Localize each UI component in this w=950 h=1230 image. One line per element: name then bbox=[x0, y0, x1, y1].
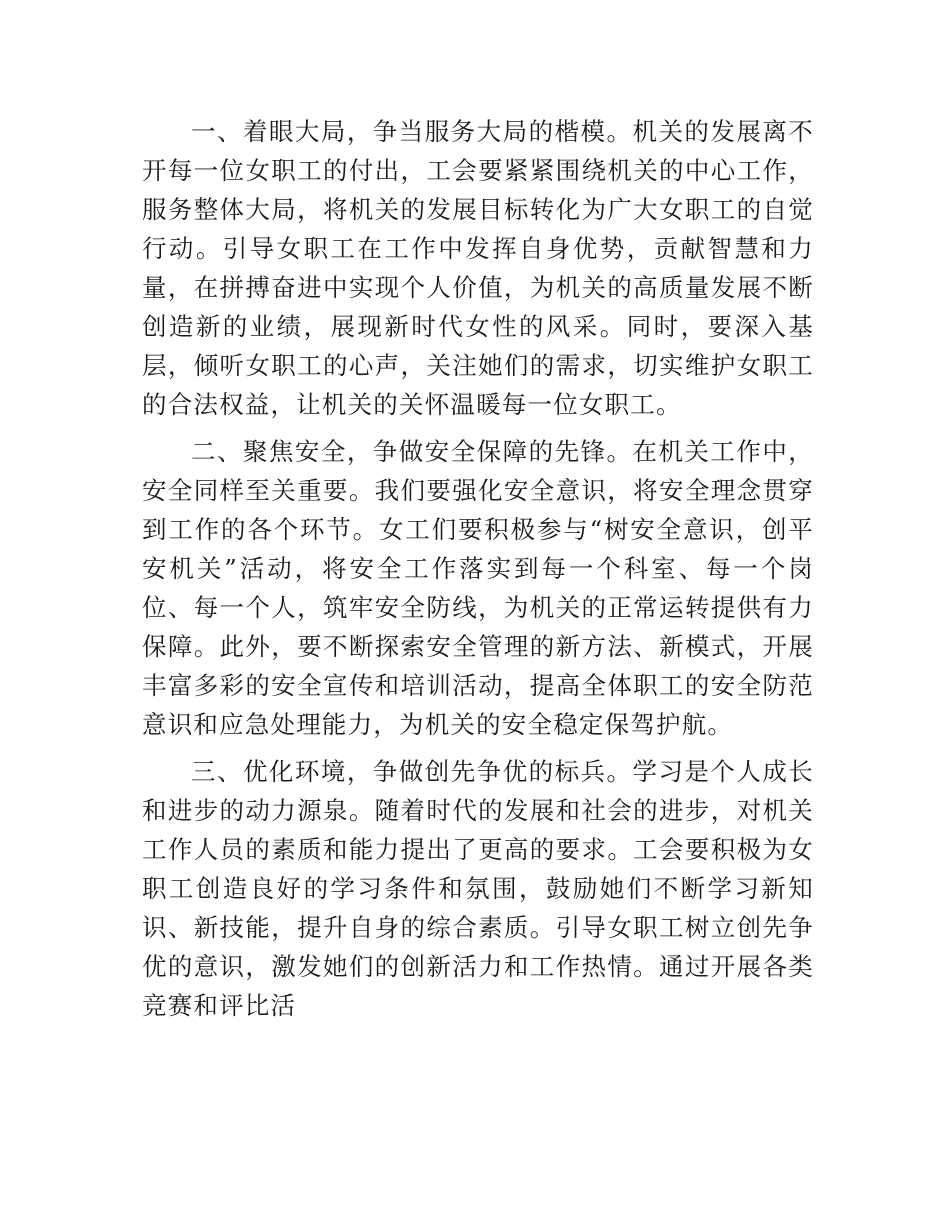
paragraph-serve-overall-situation: 一、着眼大局，争当服务大局的楷模。机关的发展离不开每一位女职工的付出，工会要紧紧围绕机关的中心工作，服务整体大局，将机关的发展目标转化为广大女职工的自觉行动。引导女职工在工作中发挥自身优势，贡献智慧和力量，在拼搏奋进中实现个人价值，为机关的高质量发展不断创造新的业绩，展现新时代女性的风采。同时，要深入基层，倾听女职工的心声，关注她们的需求，切实维护女职工的合法权益，让机关的关怀温暖每一位女职工。 bbox=[142, 117, 814, 419]
paragraph-focus-on-safety: 二、聚焦安全，争做安全保障的先锋。在机关工作中，安全同样至关重要。我们要强化安全意识，将安全理念贯穿到工作的各个环节。女工们要积极参与“树安全意识，创平安机关”活动，将安全工作落实到每一个科室、每一个岗位、每一个人，筑牢安全防线，为机关的正常运转提供有力保障。此外，要不断探索安全管理的新方法、新模式，开展丰富多彩的安全宣传和培训活动，提高全体职工的安全防范意识和应急处理能力，为机关的安全稳定保驾护航。 bbox=[142, 437, 814, 739]
paragraph-optimize-environment: 三、优化环境，争做创先争优的标兵。学习是个人成长和进步的动力源泉。随着时代的发展和社会的进步，对机关工作人员的素质和能力提出了更高的要求。工会要积极为女职工创造良好的学习条件和氛围，鼓励她们不断学习新知识、新技能，提升自身的综合素质。引导女职工树立创先争优的意识，激发她们的创新活力和工作热情。通过开展各类竞赛和评比活 bbox=[142, 757, 814, 1020]
document-body bbox=[142, 112, 814, 1033]
